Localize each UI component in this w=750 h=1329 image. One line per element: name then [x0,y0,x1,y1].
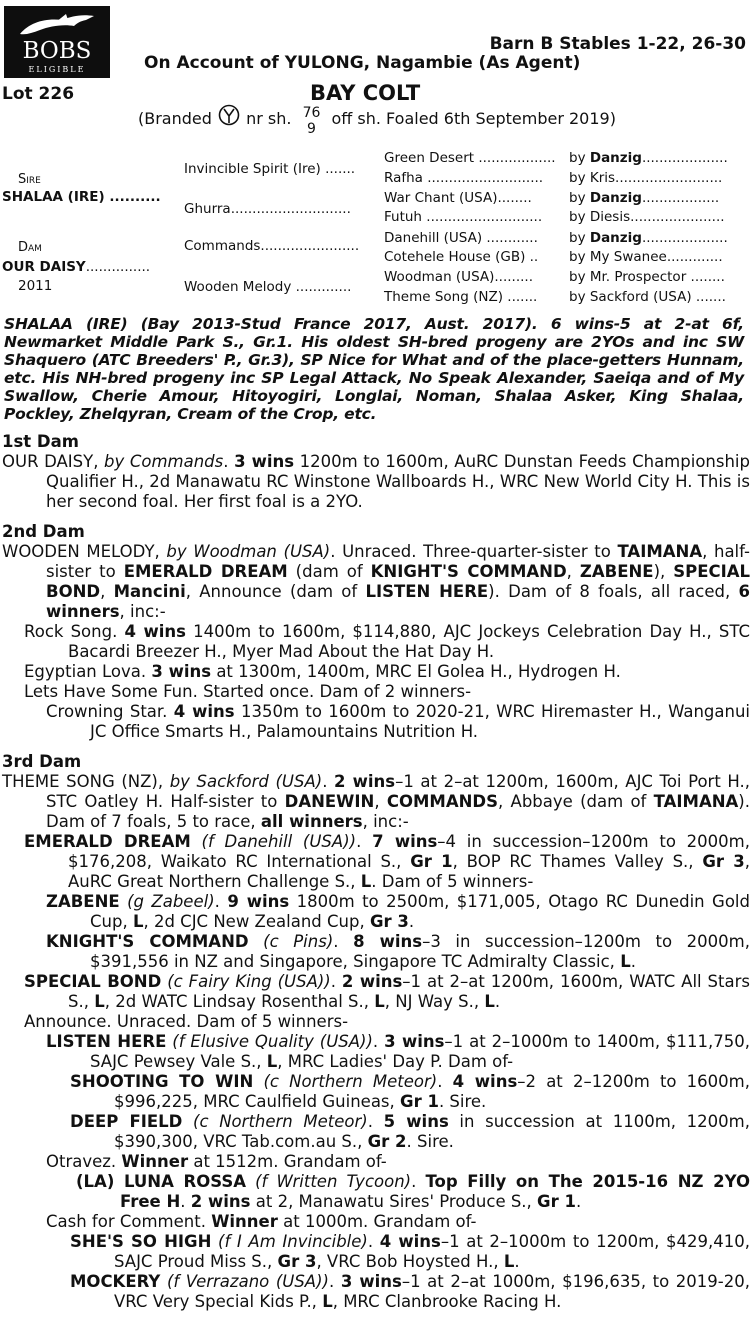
t: L [266,1052,278,1071]
t: . Sire. [438,1092,487,1111]
progeny-mockery [0,1272,750,1312]
g3-dots-5: .................... [641,230,728,246]
lot-number: Lot 226 [2,84,75,104]
t: 1200m to 1600m, AuRC Dunstan Feeds Championship Qualifier H., 2d Manawatu RC Winstone Wallboards H., WRC New World City H. This is her second foal. Her first foal is a 2YO. [46,452,750,511]
t: –4 in succession–1200m to 2000m, $176,208, Waikato RC International S., [68,832,750,871]
t: 3 wins [234,452,295,471]
progeny-otravez [0,1152,750,1172]
dam-label: Dam [18,240,42,255]
vendor-account: On Account of YULONG, Nagambie (As Agent) [144,53,581,73]
horse-title: BAY COLT [310,81,421,105]
bobs-eligible-logo [4,6,110,78]
progeny-announce [0,1012,750,1032]
t: Winner [211,1212,278,1231]
t: , half-sister to [46,542,750,581]
second-dam-entry [0,542,750,622]
sire-summary: SHALAA (IRE) (Bay 2013-Stud France 2017, Aust. 2017). 6 wins-5 at 2-at 6f, Newmarket Middle Park S., Gr.1. His oldest SH-bred progeny are 2YOs and inc SW Shaquero (ATC Breeders' P., Gr.3), SP Nice for What and of the place-getters Hunnam, etc. His NH-bred progeny inc SP Legal Attack, No Speak Alexander, Saeiqa and of My Swallow, Cherie Amour, Hitoyogiri, Longlai, Noman, Shalaa Asker, King Shalaa, Pockley, Zhelqyran, Cream of the Crop, etc. [4,315,744,423]
t: . [367,1232,380,1251]
first-dam-heading: 1st Dam [2,432,79,451]
brand-number-top: 76 [302,105,321,121]
sire-name-text: SHALAA (IRE) .......... [2,189,161,205]
t: Gr 2 [367,1132,407,1151]
progeny-cash-for-comment [0,1212,750,1232]
t: , [100,582,114,601]
t: ZABENE [579,562,654,581]
t: 1350m to 1600m to 2020-21, WRC Hiremaster H., Wanganui JC Office Smarts H., Palamountains Nutrition H. [90,702,750,741]
t: . [214,892,228,911]
first-dam-entry [0,452,750,512]
g3-dots-1: .................... [641,150,728,166]
t: Gr 1 [537,1192,576,1211]
t: MOCKERY [70,1272,161,1291]
g3-name-2: Rafha ........................... [384,170,544,186]
t: by Woodman (USA) [166,542,331,561]
t: , AuRC Great Northern Challenge S., [68,852,750,891]
grandsire-1: Invincible Spirit (Ire) ....... [184,161,356,177]
t: 4 wins [379,1232,441,1251]
t: . [372,1032,385,1051]
t: L [484,992,495,1011]
t: . [330,972,342,991]
t: , [374,792,387,811]
t: . [437,1072,453,1091]
t: Gr 3 [369,912,409,931]
t: L [322,1292,333,1311]
t: –1 at 2–at 1200m, 1600m, WATC All Stars S., [68,972,750,1011]
grandsire-2: Commands....................... [184,238,360,254]
t: at 1300m, 1400m, MRC El Golea H., Hydrogen H. [211,662,621,681]
t: at 1000m. Grandam of- [277,1212,477,1231]
progeny-rock-song [0,622,750,662]
t: L [132,912,144,931]
progeny-emerald-dream [0,832,750,892]
t: . [408,912,415,931]
t: 2 wins [341,972,403,991]
dam-name-dots: ............... [85,259,151,275]
t: , 2d CJC New Zealand Cup, [143,912,370,931]
t: ), [653,562,674,581]
g3-sire-1 [569,150,728,166]
t: Gr 3 [277,1252,317,1271]
t: –1 at 2–1000m to 1400m, $111,750, SAJC Pewsey Vale S., [90,1032,750,1071]
t: . [223,452,235,471]
g3-sire-7: by Mr. Prospector ........ [569,269,725,285]
g3-name-6: Cotehele House (GB) .. [384,249,539,265]
g3-sirename-3: Danzig [589,190,642,206]
t: (f Elusive Quality (USA)) [166,1032,373,1051]
t: (g Zabeel) [119,892,215,911]
t: . [411,1172,426,1191]
g3-name-8: Theme Song (NZ) ....... [384,289,538,305]
t: LISTEN HERE [365,582,489,601]
t: WOODEN MELODY, [2,542,167,561]
brand-mark-icon [217,104,241,130]
t: –1 at 2–1000m to 1200m, $429,410, SAJC Proud Miss S., [114,1232,750,1271]
t: TAIMANA [653,792,739,811]
t: 4 wins [452,1072,518,1091]
t: L [94,992,105,1011]
t: 7 wins [372,832,438,851]
sire-label: Sire [18,172,41,187]
t: Gr 3 [702,852,745,871]
t: . [514,1252,520,1271]
t: by Sackford (USA) [169,772,323,791]
g3-name-7: Woodman (USA)......... [384,269,534,285]
t: THEME SONG (NZ), [2,772,170,791]
t: in succession at 1100m, 1200m, $390,300, VRC Tab.com.au S., [114,1112,750,1151]
g3-name-1: Green Desert .................. [384,150,556,166]
sire-name [2,189,161,205]
t: (c Fairy King (USA)) [161,972,331,991]
t: 2 wins [334,772,396,791]
t: Otravez. [46,1152,122,1171]
t: DANEWIN [284,792,375,811]
progeny-zabene [0,892,750,932]
t: (c Northern Meteor) [253,1072,438,1091]
t: Crowning Star. [46,702,174,721]
progeny-egyptian-lova [0,662,750,682]
g3-sire-4: by Diesis...................... [569,209,725,225]
barn-location: Barn B Stables 1-22, 26-30 [489,34,746,54]
second-dam-heading: 2nd Dam [2,522,85,541]
progeny-shooting-to-win [0,1072,750,1112]
t: 3 wins [151,662,212,681]
t: , [566,562,580,581]
t: ZABENE [46,892,120,911]
progeny-listen-here [0,1032,750,1072]
third-dam-entry [0,772,750,832]
t: KNIGHT'S COMMAND [370,562,567,581]
t: –2 at 2–1200m to 1600m, $996,225, MRC Caulfield Guineas, [114,1072,750,1111]
dam-year: 2011 [18,278,53,294]
brand-pre: (Branded [138,109,212,128]
t: , inc:- [362,812,409,831]
granddam-1: Ghurra............................ [184,201,351,217]
t: , MRC Clanbrooke Racing H. [332,1292,562,1311]
t: OUR DAISY, [2,452,105,471]
t: 5 wins [383,1112,449,1131]
t: (f Written Tycoon) [246,1172,412,1191]
logo-line2: ELIGIBLE [28,65,86,74]
g3-sire-6: by My Swanee............. [569,249,723,265]
t: L [374,992,385,1011]
g3-sirename-1: Danzig [589,150,642,166]
t: , NJ Way S., [384,992,485,1011]
dam-name-text: OUR DAISY [2,259,86,275]
t: Egyptian Lova. [24,662,152,681]
t: L [360,872,372,891]
g3-name-5: Danehill (USA) ............ [384,230,538,246]
t: Rock Song. [24,622,125,641]
progeny-special-bond [0,972,750,1012]
t: (LA) LUNA ROSSA [76,1172,247,1191]
g3-by-3: by [569,190,590,206]
third-dam-heading: 3rd Dam [2,752,82,771]
g3-name-3: War Chant (USA)........ [384,190,532,206]
t: Cash for Comment. [46,1212,212,1231]
t: Lets Have Some Fun. Started once. Dam of 2 winners- [24,682,472,701]
t: . [494,992,501,1011]
dam-name [2,259,150,275]
t: 8 wins [353,932,423,951]
t: –1 at 2–at 1000m, $196,635, to 2019-20, VRC Very Special Kids P., [114,1272,750,1311]
logo-line1: BOBS [22,38,92,64]
t: . [333,932,354,951]
t: ). Dam of 8 foals, all raced, [488,582,739,601]
g3-sirename-5: Danzig [589,230,642,246]
progeny-knights-command [0,932,750,972]
section-gap [0,742,750,752]
t: –1 at 2–at 1200m, 1600m, AJC Toi Port H., STC Oatley H. Half-sister to [46,772,750,811]
t: all winners [260,812,363,831]
t: L [503,1252,515,1271]
pedigree-table [0,146,750,306]
g3-name-4: Futuh ........................... [384,209,543,225]
t: (f I Am Invincible) [211,1232,368,1251]
g3-sire-8: by Sackford (USA) ....... [569,289,726,305]
t: . [630,952,636,971]
t: . [575,1192,582,1211]
t: DEEP FIELD [70,1112,183,1131]
t: , VRC Bob Hoysted H., [316,1252,504,1271]
t: . [180,1192,191,1211]
t: (f Verrazano (USA)) [160,1272,329,1291]
g3-sire-2: by Kris......................... [569,170,723,186]
t: EMERALD DREAM [123,562,288,581]
brand-number-bottom: 9 [307,121,316,137]
t: , Abbaye (dam of [498,792,654,811]
t: . Dam of 5 winners- [371,872,534,891]
t: , BOP RC Thames Valley S., [452,852,703,871]
progeny-crowning-star [0,702,750,742]
t: . [367,1112,384,1131]
t: 3 wins [384,1032,445,1051]
g3-by-5: by [569,230,590,246]
g3-dots-3: .................. [641,190,720,206]
t: COMMANDS [386,792,499,811]
t: 2 wins [190,1192,251,1211]
t: by Commands [104,452,224,471]
t: . Unraced. Three-quarter-sister to [330,542,618,561]
t: (c Pins) [248,932,334,951]
t: KNIGHT'S COMMAND [46,932,249,951]
t: , MRC Ladies' Day P. Dam of- [277,1052,514,1071]
t: EMERALD DREAM [24,832,191,851]
t: Top Filly on The 2015-16 NZ 2YO Free H [120,1172,750,1211]
brand-line [138,104,616,137]
t: SHOOTING TO WIN [70,1072,254,1091]
g3-sire-3 [569,190,719,206]
section-gap [0,512,750,522]
t: (c Northern Meteor) [182,1112,368,1131]
t: (dam of [287,562,371,581]
t: TAIMANA [617,542,703,561]
t: L [620,952,631,971]
t: . [322,772,335,791]
t: 3 wins [340,1272,402,1291]
t: . [328,1272,341,1291]
t: . Sire. [406,1132,454,1151]
t: –3 in succession–1200m to 2000m, $391,556 in NZ and Singapore, Singapore TC Admiralty Classic, [90,932,750,971]
progeny-lets-have-some-fun [0,682,750,702]
progeny-deep-field [0,1112,750,1152]
t: Gr 1 [410,852,453,871]
t: SPECIAL BOND [46,562,750,601]
t: at 2, Manawatu Sires' Produce S., [250,1192,538,1211]
g3-by-1: by [569,150,590,166]
t: LISTEN HERE [46,1032,167,1051]
t: , Announce (dam of [185,582,366,601]
t: 4 wins [124,622,187,641]
t: Announce. Unraced. Dam of 5 winners- [24,1012,349,1031]
brand-number [303,105,321,137]
progeny-shes-so-high [0,1232,750,1272]
t: (f Danehill (USA)) [190,832,357,851]
t: 4 wins [173,702,235,721]
progeny-luna-rossa [0,1172,750,1212]
t: , 2d WATC Lindsay Rosenthal S., [104,992,375,1011]
t: at 1512m. Grandam of- [188,1152,387,1171]
t: ). Dam of 7 foals, 5 to race, [46,792,750,831]
t: 1800m to 2500m, $171,005, Otago RC Dunedin Gold Cup, [90,892,750,931]
t: Gr 1 [400,1092,439,1111]
t: 6 winners [46,582,750,621]
t: Mancini [113,582,186,601]
horse-head-icon [16,12,98,38]
granddam-2: Wooden Melody ............. [184,279,352,295]
catalogue-body [0,432,750,1312]
brand-post: off sh. Foaled 6th September 2019) [331,109,616,128]
t: SPECIAL BOND [24,972,162,991]
t: 1400m to 1600m, $114,880, AJC Jockeys Celebration Day H., STC Bacardi Breezer H., Myer Mad About the Hat Day H. [68,622,750,661]
g3-sire-5 [569,230,728,246]
t: . [356,832,373,851]
t: SHE'S SO HIGH [70,1232,212,1251]
brand-mid: nr sh. [246,109,292,128]
t: 9 wins [227,892,290,911]
t: , inc:- [119,602,166,621]
t: Winner [121,1152,189,1171]
